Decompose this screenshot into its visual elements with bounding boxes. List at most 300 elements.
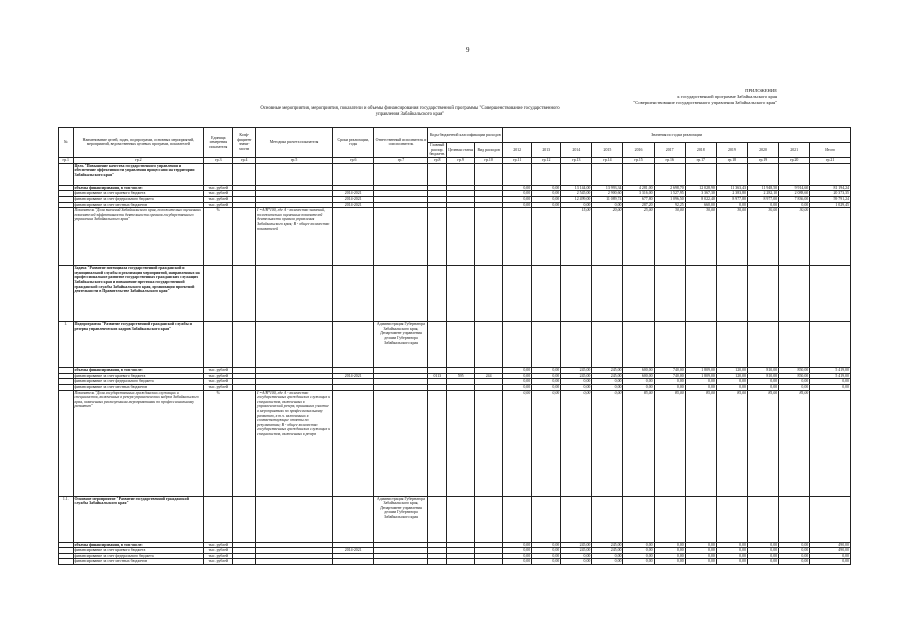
row-term: 2014-2021 — [332, 373, 374, 379]
row-value: 9 914,60 — [779, 185, 810, 191]
row-value: 0,00 — [561, 379, 592, 385]
row-value: 3 316,00 — [623, 191, 654, 197]
table-row — [59, 390, 851, 496]
row-value: 0,00 — [592, 559, 623, 565]
row-coef — [233, 390, 256, 496]
row-value: 7 836,00 — [779, 196, 810, 202]
row-value: 0,00 — [685, 542, 716, 548]
head-year: 2019 — [716, 143, 747, 158]
row-method — [256, 163, 333, 185]
row-method — [256, 496, 333, 542]
row-total: 0,00 — [810, 384, 851, 390]
column-number: гр.6 — [332, 157, 374, 163]
row-number: 1.1. — [59, 496, 74, 542]
row-value: 0,00 — [561, 553, 592, 559]
head-method: Методика расчета показателя — [256, 128, 333, 158]
row-term: 2014-2021 — [332, 202, 374, 208]
table-row — [59, 208, 851, 266]
row-method: I =A/B*100, где А - количество значений, положительно оцененных показателей деятельности органов управления Забайкальского края; В - общее количество показателей — [256, 208, 333, 266]
row-value: 85,00 — [654, 390, 685, 496]
row-value: 0,00 — [623, 553, 654, 559]
row-unit: тыс. рублей — [204, 191, 233, 197]
table-row — [59, 559, 851, 565]
column-number: гр.13 — [561, 157, 592, 163]
row-value: 0,00 — [747, 559, 778, 565]
row-value: 0,00 — [532, 542, 561, 548]
row-value: 20,00 — [592, 208, 623, 266]
row-value: 0,00 — [716, 553, 747, 559]
table-row — [59, 163, 851, 185]
row-value — [654, 266, 685, 322]
row-value: 0,00 — [532, 373, 561, 379]
row-total: 490,00 — [810, 542, 851, 548]
row-value: 0,00 — [685, 559, 716, 565]
row-value: 85,00 — [685, 390, 716, 496]
row-value — [685, 163, 716, 185]
row-value: 600,00 — [623, 368, 654, 374]
row-value — [654, 496, 685, 542]
row-number — [59, 163, 74, 185]
row-value — [592, 163, 623, 185]
column-number: гр.12 — [532, 157, 561, 163]
row-value: 0,00 — [654, 553, 685, 559]
table-row — [59, 496, 851, 542]
row-value: 0,00 — [654, 379, 685, 385]
row-value: 0,00 — [503, 559, 532, 565]
row-total — [810, 163, 851, 185]
row-kbk-target — [447, 208, 475, 266]
row-value: 245,00 — [561, 373, 592, 379]
row-value: 2 282,10 — [747, 191, 778, 197]
column-number: гр.2 — [73, 157, 204, 163]
row-term — [332, 322, 374, 368]
table-body — [59, 163, 851, 564]
row-value: 677,80 — [623, 196, 654, 202]
row-number — [59, 208, 74, 266]
row-unit: тыс. рублей — [204, 548, 233, 554]
head-num: № — [59, 128, 74, 158]
row-value: 0,00 — [592, 553, 623, 559]
row-value: 0,00 — [623, 379, 654, 385]
row-value: 0,00 — [503, 390, 532, 496]
row-value — [532, 208, 561, 266]
row-unit: тыс. рублей — [204, 368, 233, 374]
row-kbk-glavny — [428, 163, 447, 185]
column-number: гр.7 — [374, 157, 428, 163]
row-total: 5 419,00 — [810, 368, 851, 374]
row-value — [747, 163, 778, 185]
row-name: финансирование за счет краевого бюджета — [73, 373, 204, 379]
row-total: 0,00 — [810, 559, 851, 565]
row-value: 30,00 — [654, 208, 685, 266]
head-term: Сроки реализации, годы — [332, 128, 374, 158]
row-value: 25,00 — [623, 208, 654, 266]
row-total — [810, 266, 851, 322]
row-kbk-glavny — [428, 266, 447, 322]
row-value: 11 089,74 — [592, 196, 623, 202]
row-value: 3 367,30 — [685, 191, 716, 197]
head-year: 2020 — [747, 143, 778, 158]
row-unit: тыс. рублей — [204, 384, 233, 390]
row-total: 0,00 — [810, 379, 851, 385]
row-term: 2014-2021 — [332, 196, 374, 202]
row-value: 0,00 — [716, 548, 747, 554]
row-number — [59, 390, 74, 496]
row-name: финансирование за счет краевого бюджета — [73, 548, 204, 554]
row-value — [532, 266, 561, 322]
row-value: 600,00 — [623, 373, 654, 379]
column-number: гр.16 — [654, 157, 685, 163]
head-year: 2017 — [654, 143, 685, 158]
row-value: 0,00 — [503, 202, 532, 208]
row-unit — [204, 266, 233, 322]
row-value: 0,00 — [623, 384, 654, 390]
head-year: 2015 — [592, 143, 623, 158]
row-value: 2 088,60 — [779, 191, 810, 197]
row-value: 0,00 — [532, 191, 561, 197]
row-unit: тыс. рублей — [204, 185, 233, 191]
row-value: 850,00 — [779, 373, 810, 379]
row-value — [592, 496, 623, 542]
column-number: гр.1 — [59, 157, 74, 163]
row-value: 0,00 — [503, 196, 532, 202]
row-value: 0,00 — [779, 553, 810, 559]
row-value: 2 900,60 — [592, 191, 623, 197]
row-coef — [233, 266, 256, 322]
row-value: 0,00 — [561, 559, 592, 565]
row-value: 245,00 — [561, 368, 592, 374]
row-value: 0,00 — [532, 384, 561, 390]
row-kbk-glavny — [428, 496, 447, 542]
row-value: 13 144,00 — [561, 185, 592, 191]
row-value — [503, 496, 532, 542]
row-value — [685, 322, 716, 368]
row-value: 30,00 — [779, 208, 810, 266]
row-value: 287,20 — [623, 202, 654, 208]
row-value: 0,00 — [532, 559, 561, 565]
row-value: 0,00 — [779, 202, 810, 208]
row-value: 740,00 — [654, 373, 685, 379]
row-unit: тыс. рублей — [204, 553, 233, 559]
row-unit — [204, 322, 233, 368]
row-value: 245,00 — [592, 373, 623, 379]
row-value: 0,00 — [779, 559, 810, 565]
row-value: 740,00 — [654, 368, 685, 374]
row-name: объемы финансирования, в том числе: — [73, 368, 204, 374]
row-total: 0,00 — [810, 553, 851, 559]
row-kbk-vid: 244 — [475, 373, 503, 379]
column-number: гр.11 — [503, 157, 532, 163]
row-kbk-vid — [475, 390, 503, 496]
row-coef — [233, 322, 256, 368]
row-value: 8 977,80 — [716, 196, 747, 202]
row-total: 59 791,24 — [810, 196, 851, 202]
row-value — [503, 163, 532, 185]
row-value: 0,00 — [561, 202, 592, 208]
row-value — [779, 163, 810, 185]
page-number: 9 — [466, 46, 470, 54]
row-coef — [233, 163, 256, 185]
program-table — [58, 127, 851, 565]
row-name: финансирование за счет местных бюджетов — [73, 202, 204, 208]
column-number: гр.3 — [204, 157, 233, 163]
head-unit: Единица измерения показателя — [204, 128, 233, 158]
row-kbk-vid — [475, 496, 503, 542]
row-value: 0,00 — [592, 202, 623, 208]
row-value: 0,00 — [779, 548, 810, 554]
row-term — [332, 163, 374, 185]
row-term: 2014-2021 — [332, 191, 374, 197]
row-value — [779, 496, 810, 542]
row-value: 2 698,70 — [654, 185, 685, 191]
row-value: 120,00 — [716, 373, 747, 379]
row-name: финансирование за счет федерального бюджета — [73, 196, 204, 202]
row-value — [716, 163, 747, 185]
row-value — [747, 496, 778, 542]
row-value — [623, 496, 654, 542]
row-value: 245,00 — [561, 548, 592, 554]
column-number: гр.10 — [475, 157, 503, 163]
row-value: 1 527,95 — [654, 191, 685, 197]
row-term — [332, 266, 374, 322]
row-unit: тыс. рублей — [204, 373, 233, 379]
row-value — [592, 322, 623, 368]
row-responsible — [374, 208, 428, 266]
document-header — [633, 88, 777, 106]
row-total: 20 373,35 — [810, 191, 851, 197]
row-method — [256, 559, 333, 565]
row-kbk-vid — [475, 163, 503, 185]
row-value — [561, 266, 592, 322]
row-value — [716, 322, 747, 368]
row-value: 810,00 — [747, 373, 778, 379]
row-kbk-glavny — [428, 390, 447, 496]
row-value — [716, 266, 747, 322]
row-value: 0,00 — [503, 542, 532, 548]
row-coef — [233, 559, 256, 565]
row-value: 0,00 — [779, 542, 810, 548]
row-unit: тыс. рублей — [204, 202, 233, 208]
row-responsible — [374, 390, 428, 496]
column-number: гр.21 — [810, 157, 851, 163]
row-value: 8 977,00 — [747, 196, 778, 202]
row-name: финансирование за счет федерального бюджета — [73, 379, 204, 385]
row-value: 85,00 — [623, 390, 654, 496]
row-kbk-vid — [475, 559, 503, 565]
row-value: 85,00 — [747, 390, 778, 496]
row-value: 245,00 — [592, 368, 623, 374]
head-kbk: Коды бюджетной классификации расходов — [428, 128, 503, 143]
column-number: гр.20 — [779, 157, 810, 163]
row-value: 660,00 — [685, 202, 716, 208]
row-value: 245,00 — [561, 542, 592, 548]
row-value: 0,00 — [592, 379, 623, 385]
row-kbk-target — [447, 266, 475, 322]
row-number — [59, 559, 74, 565]
row-unit: тыс. рублей — [204, 559, 233, 565]
row-name: Основное мероприятие "Развитие государственной гражданской службы Забайкальского края" — [73, 496, 204, 542]
row-value: 0,00 — [747, 542, 778, 548]
row-coef — [233, 208, 256, 266]
row-value: 0,00 — [532, 196, 561, 202]
column-number: гр.9 — [447, 157, 475, 163]
row-value: 0,00 — [532, 202, 561, 208]
row-value: 0,00 — [779, 384, 810, 390]
column-number: гр.17 — [685, 157, 716, 163]
row-unit — [204, 496, 233, 542]
row-kbk-vid — [475, 208, 503, 266]
row-value: 0,00 — [561, 390, 592, 496]
row-term — [332, 559, 374, 565]
row-value: 810,00 — [747, 368, 778, 374]
row-value: 2 383,80 — [716, 191, 747, 197]
row-value: 30,00 — [685, 208, 716, 266]
row-value: 4 281,00 — [623, 185, 654, 191]
row-value — [532, 322, 561, 368]
column-number: гр.14 — [592, 157, 623, 163]
row-unit: тыс. рублей — [204, 196, 233, 202]
row-value — [503, 322, 532, 368]
row-value: 0,00 — [532, 553, 561, 559]
row-value: 0,00 — [685, 384, 716, 390]
row-value: 0,00 — [654, 384, 685, 390]
row-kbk-vid — [475, 266, 503, 322]
row-value — [503, 208, 532, 266]
row-value: 1 096,50 — [654, 196, 685, 202]
row-value: 30,00 — [747, 208, 778, 266]
row-value: 13 993,34 — [592, 185, 623, 191]
row-total — [810, 390, 851, 496]
row-value: 850,00 — [779, 368, 810, 374]
column-number: гр.5 — [256, 157, 333, 163]
row-value — [779, 322, 810, 368]
row-total: 5 419,00 — [810, 373, 851, 379]
head-year: 2014 — [561, 143, 592, 158]
row-total — [810, 496, 851, 542]
row-responsible: Администрация Губернатора Забайкальского края, Департамент управления делами Губернатора Забайкальского края — [374, 322, 428, 368]
row-number: 1. — [59, 322, 74, 368]
row-value: 30,00 — [716, 208, 747, 266]
table-row — [59, 266, 851, 322]
document-title — [210, 106, 610, 118]
row-name: финансирование за счет местных бюджетов — [73, 384, 204, 390]
head-values: Значения по годам реализации — [503, 128, 851, 143]
row-value — [685, 496, 716, 542]
row-value — [716, 496, 747, 542]
row-value — [503, 266, 532, 322]
row-value: 245,00 — [592, 542, 623, 548]
row-value: 0,00 — [685, 379, 716, 385]
row-unit: тыс. рублей — [204, 542, 233, 548]
row-value: 92,25 — [654, 202, 685, 208]
head-year: 2018 — [685, 143, 716, 158]
row-value: 0,00 — [532, 379, 561, 385]
row-kbk-target — [447, 163, 475, 185]
row-value: 2 545,00 — [561, 191, 592, 197]
row-unit — [204, 163, 233, 185]
row-kbk-glavny — [428, 559, 447, 565]
row-unit: тыс. рублей — [204, 379, 233, 385]
row-value: 85,00 — [779, 390, 810, 496]
head-coef: Коэф-фициент значи-мости — [233, 128, 256, 158]
row-method: I =A/B*100, где А - количество государственных гражданских служащих и специалистов, включенных в управленческий резерв, принявших участие в мероприятиях по профессиональному развитию, в т.ч. включенных в соответствующие отчеты по результатам; В - общее количество государственных гражданских служащих и специалистов, включенных в резерв — [256, 390, 333, 496]
row-total — [810, 322, 851, 368]
row-unit: % — [204, 390, 233, 496]
row-value: 0,00 — [654, 559, 685, 565]
row-value: 8 022,40 — [685, 196, 716, 202]
row-value — [561, 322, 592, 368]
row-name: Показатель "Доля государственных гражданских служащих и специалистов, включенных в резерв управленческих кадров Забайкальского края, охваченных реализуемыми мероприятиями по профессиональному развитию" — [73, 390, 204, 496]
row-name: Задача "Развитие потенциала государственной гражданской и муниципальной службы и реализация мероприятий, направленных на профессиональное развитие государственных гражданских служащих Забайкальского края и повышение престижа государственной гражданской службы Забайкальского края, организация проектной деятельности в Правительстве Забайкальского края" — [73, 266, 204, 322]
row-value: 0,00 — [685, 548, 716, 554]
row-value: 15,00 — [561, 208, 592, 266]
row-name: финансирование за счет краевого бюджета — [73, 191, 204, 197]
row-value: 0,00 — [532, 548, 561, 554]
head-year: 2013 — [532, 143, 561, 158]
row-number — [59, 266, 74, 322]
row-term — [332, 496, 374, 542]
row-total: 81 194,24 — [810, 185, 851, 191]
row-value: 0,00 — [623, 548, 654, 554]
row-value: 0,00 — [532, 390, 561, 496]
row-unit: % — [204, 208, 233, 266]
row-value: 0,00 — [747, 548, 778, 554]
row-value: 0,00 — [503, 191, 532, 197]
row-value: 1 809,00 — [685, 368, 716, 374]
row-coef — [233, 496, 256, 542]
row-name: финансирование за счет федерального бюджета — [73, 553, 204, 559]
row-value: 0,00 — [654, 542, 685, 548]
row-value: 0,00 — [532, 185, 561, 191]
row-responsible — [374, 163, 428, 185]
head-year: 2021 — [779, 143, 810, 158]
title-line-2: управления Забайкальского края" — [375, 112, 445, 117]
row-total: 490,00 — [810, 548, 851, 554]
head-kbk-target: Целевая статья — [447, 143, 475, 158]
row-method — [256, 266, 333, 322]
row-value: 0,00 — [654, 548, 685, 554]
row-value — [532, 496, 561, 542]
row-kbk-target — [447, 496, 475, 542]
row-value: 12 028,90 — [685, 185, 716, 191]
row-value: 0,00 — [503, 384, 532, 390]
row-value: 0,00 — [716, 379, 747, 385]
row-value: 0,00 — [532, 368, 561, 374]
row-kbk-vid — [475, 322, 503, 368]
row-value — [779, 266, 810, 322]
row-value — [654, 322, 685, 368]
column-number: гр.15 — [623, 157, 654, 163]
row-term — [332, 208, 374, 266]
row-kbk-target: 595 — [447, 373, 475, 379]
row-kbk-target — [447, 390, 475, 496]
row-term — [332, 390, 374, 496]
row-value: 0,00 — [747, 384, 778, 390]
row-value: 12 499,00 — [561, 196, 592, 202]
row-value: 0,00 — [561, 384, 592, 390]
row-value: 0,00 — [747, 379, 778, 385]
table-head — [59, 128, 851, 164]
row-responsible — [374, 559, 428, 565]
head-total: Итого — [810, 143, 851, 158]
row-total: 1 029,45 — [810, 202, 851, 208]
row-value — [532, 163, 561, 185]
head-resp: Ответственный исполнитель и соисполнитель — [374, 128, 428, 158]
row-value: 0,00 — [503, 368, 532, 374]
title-line-1: Основные мероприятия, мероприятия, показатели и объемы финансирования государственной программы "Совершенствование государственного — [260, 106, 560, 111]
row-kbk-glavny — [428, 322, 447, 368]
row-name: финансирование за счет местных бюджетов — [73, 559, 204, 565]
